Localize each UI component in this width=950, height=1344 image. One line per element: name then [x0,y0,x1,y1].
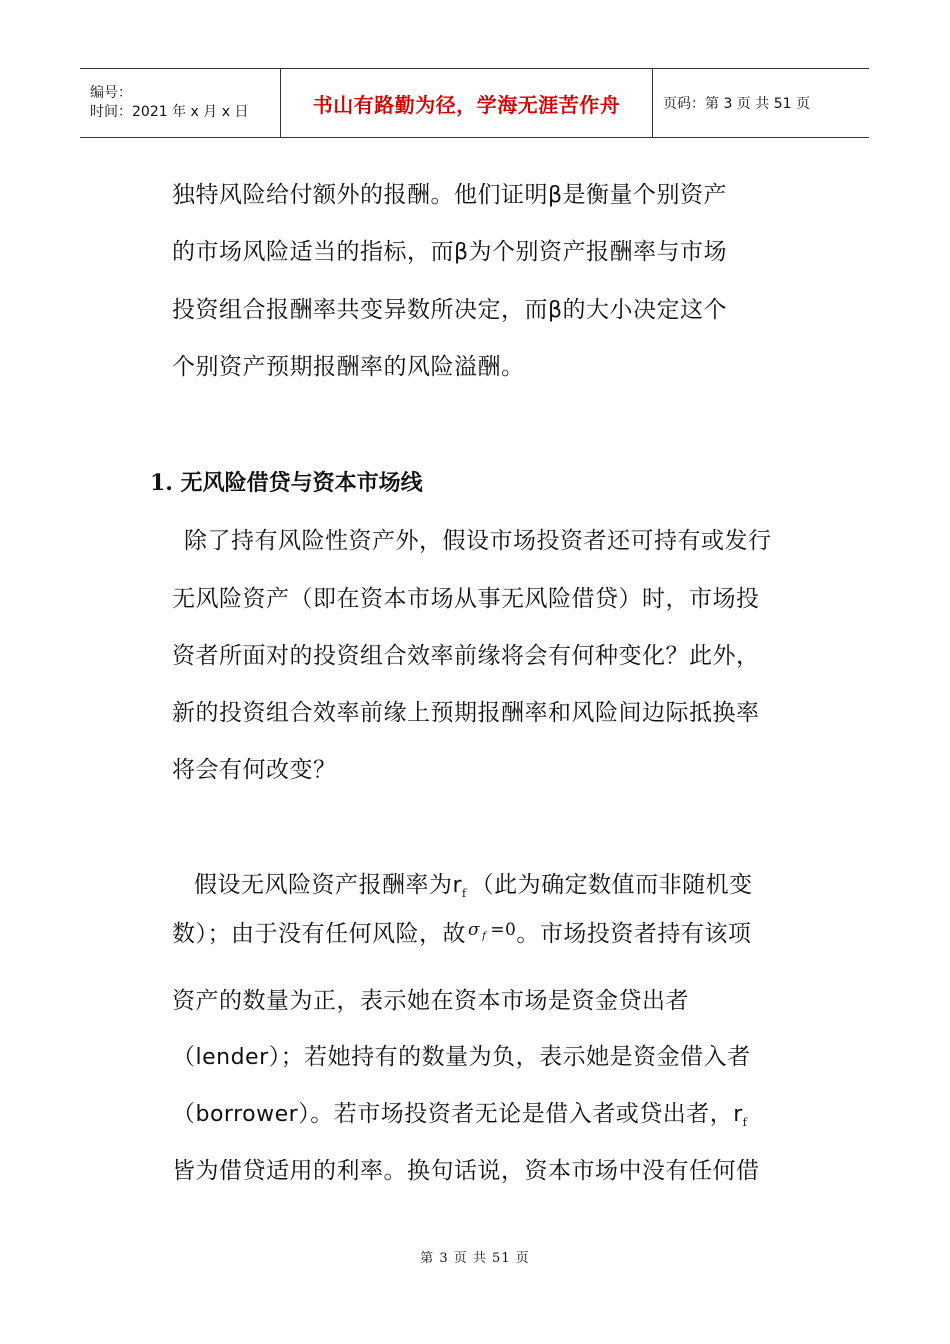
text-span: 资产的数量为正，表示她在资本市场是资金贷出者 [172,988,689,1014]
paragraph-line [184,522,772,555]
section-heading: 1. 无风险借贷与资本市场线 [150,470,423,496]
text-span: 皆为借贷适用的利率。换句话说，资本市场中没有任何借 [172,1158,760,1184]
paragraph-line [172,580,760,613]
paragraph-line [172,915,751,948]
text-span: （ [172,1044,196,1070]
text-span: ）；若她持有的数量为负，表示她是资金借入者 [268,1044,751,1070]
text-span: 数）；由于没有任何风险，故 [172,921,466,947]
paragraph-line [172,751,337,784]
paragraph-line [172,982,689,1015]
paragraph-line [172,694,760,727]
text-span: 资者所面对的投资组合效率前缘将会有何种变化？此外， [172,643,760,669]
text-span: 投资组合报酬率共变异数所决定，而 [172,297,548,323]
text-span: 独特风险给付额外的报酬。他们证明 [172,182,548,208]
paragraph-line [172,1152,760,1185]
beta-symbol: β [454,240,469,265]
text-span: 假设无风险资产报酬率为 [194,872,453,898]
english-term: lender [195,1045,269,1070]
document-date: 时间：2021 年 x 月 x 日 [90,104,249,120]
header-meta [80,69,281,137]
text-span: 将会有何改变？ [172,757,337,783]
r-symbol: r [452,873,463,898]
text-span: 的市场风险适当的指标，而 [172,239,454,265]
text-span: （此为确定数值而非随机变 [470,872,753,898]
paragraph-line [172,233,727,266]
text-span: ）。若市场投资者无论是借入者或贷出者， [298,1101,734,1127]
page-header [80,68,869,138]
english-term: borrower [195,1102,299,1127]
text-span: 无风险资产（即在资本市场从事无风险借贷）时，市场投 [172,586,760,612]
text-span: 的大小决定这个 [562,297,728,323]
paragraph-line [172,291,727,324]
header-motto [281,69,653,137]
r-symbol: r [733,1102,743,1127]
paragraph-line [172,1095,751,1128]
paragraph-line [172,348,525,381]
text-span: 个别资产预期报酬率的风险溢酬。 [172,354,525,380]
subscript-f: f [482,931,487,942]
header-page-info [653,69,869,137]
text-span: 是衡量个别资产 [562,182,728,208]
paragraph-line [194,866,753,899]
paragraph-line [172,1038,751,1071]
text-span: 除了持有风险性资产外，假设市场投资者还可持有或发行 [184,528,772,554]
text-span: （ [172,1101,196,1127]
paragraph-line [172,637,760,670]
text-span: 为个别资产报酬率与市场 [468,239,728,265]
paragraph-line [172,176,727,209]
document-number-label: 编号： [90,85,132,101]
text-span: 。市场投资者持有该项 [516,921,752,947]
motto-text: 书山有路勤为径，学海无涯苦作舟 [312,92,621,117]
equals-zero: =0 [490,920,517,940]
beta-symbol: β [548,183,563,208]
page-info-text: 页码：第 3 页 共 51 页 [663,96,810,112]
sigma-symbol: σ [468,920,481,940]
page-footer: 第 3 页 共 51 页 [420,1251,530,1266]
subscript-f: f [462,887,467,900]
subscript-f: f [742,1116,748,1129]
beta-symbol: β [548,298,563,323]
text-span: 新的投资组合效率前缘上预期报酬率和风险间边际抵换率 [172,700,760,726]
